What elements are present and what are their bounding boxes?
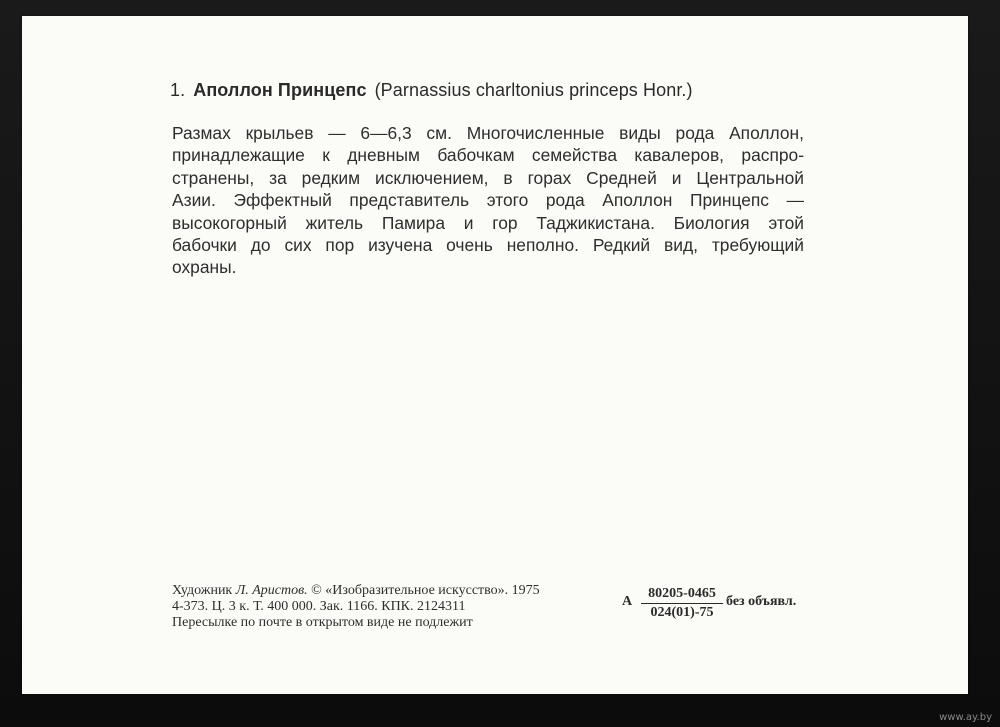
description-line: Размах крыльев — 6—6,3 см. Многочисленные виды рода Аполлон, xyxy=(172,123,804,143)
price-suffix: без объявл. xyxy=(726,594,797,609)
description-line: бабочки до сих пор изучена очень неполно. Редкий вид, требующий xyxy=(172,235,804,256)
species-title xyxy=(170,80,693,101)
artist-credit xyxy=(172,583,540,599)
species-name: Аполлон Принцепс xyxy=(193,80,367,100)
price-prefix: А xyxy=(622,594,633,609)
postcard-back xyxy=(22,16,968,694)
species-latin-name: (Parnassius charltonius princeps Honr.) xyxy=(374,80,693,100)
artist-label: Художник xyxy=(172,583,233,598)
description-line: охраны. xyxy=(172,257,237,278)
postal-note: Пересылке по почте в открытом виде не подлежит xyxy=(172,615,473,630)
species-number: 1. xyxy=(170,80,186,100)
price-numerator: 80205-0465 xyxy=(641,586,723,604)
description-line: Азии. Эффектный представитель этого рода Аполлон Принцепс — xyxy=(172,190,804,211)
description-line: высокогорный житель Памира и гор Таджикистана. Биология этой xyxy=(172,212,804,233)
price-fraction xyxy=(641,586,723,621)
site-watermark: www.ay.by xyxy=(939,712,992,723)
price-denominator: 024(01)-75 xyxy=(650,605,714,620)
print-info: 4-373. Ц. 3 к. Т. 400 000. Зак. 1166. КПК. 2124311 xyxy=(172,599,466,614)
publisher-imprint xyxy=(172,583,540,631)
species-description xyxy=(172,122,804,279)
description-line: принадлежащие к дневным бабочкам семейства кавалеров, распро- xyxy=(172,145,804,166)
description-line: странены, за редким исключением, в горах Средней и Центральной xyxy=(172,167,804,188)
publisher-copyright: © «Изобразительное искусство». 1975 xyxy=(311,583,540,598)
artist-name: Л. Аристов. xyxy=(235,583,308,598)
